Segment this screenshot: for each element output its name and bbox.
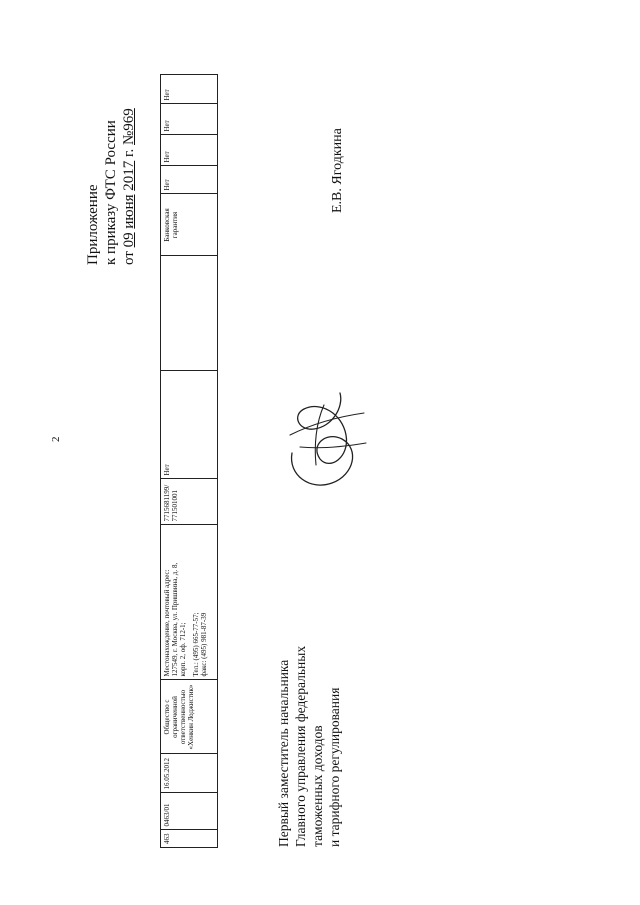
- cell-col8: [161, 256, 218, 371]
- appendix-number: №969: [121, 108, 137, 145]
- signatory-title: [275, 646, 343, 847]
- signatory-line: и тарифного регулирования: [327, 687, 342, 847]
- cell-col10: Нет: [161, 166, 218, 194]
- cell-col13: Нет: [161, 75, 218, 104]
- cell-date: 16.05.2012: [161, 754, 218, 793]
- handwritten-signature: [280, 385, 375, 505]
- fax-line: факс: (495) 981-87-39: [200, 612, 208, 677]
- appendix-month: июня: [121, 194, 137, 229]
- signatory-line: таможенных доходов: [310, 725, 325, 847]
- phone-line: Тел.: (495) 665-77-57;: [192, 612, 200, 677]
- cell-col11: Нет: [161, 135, 218, 166]
- cell-index: 463: [161, 830, 218, 848]
- appendix-year-suffix: г.: [121, 148, 137, 157]
- appendix-order: к приказу ФТС России: [103, 120, 119, 265]
- cell-col12: Нет: [161, 104, 218, 135]
- inn-line: 7715681199/: [163, 484, 171, 522]
- appendix-header: [84, 108, 138, 265]
- kpp-line: 771501001: [171, 490, 179, 522]
- appendix-date-prefix: от: [121, 251, 137, 265]
- cell-company: Общество с ограниченной ответственностью «Хенкин Лоджистик»: [161, 680, 218, 754]
- cell-address: [161, 525, 218, 680]
- signatory-line: Первый заместитель начальника: [276, 659, 291, 847]
- appendix-day: 09: [121, 232, 137, 248]
- appendix-title: Приложение: [85, 184, 101, 265]
- cell-col7: Нет: [161, 371, 218, 479]
- address-line: 127549, г. Москва, ул. Пришвина, д. 8,: [171, 562, 179, 677]
- address-line: Местонахождение, почтовый адрес:: [163, 569, 171, 677]
- appendix-date-line: [120, 108, 138, 265]
- signatory-line: Главного управления федеральных: [293, 645, 308, 847]
- registry-table: [160, 75, 218, 849]
- page-number: 2: [50, 436, 62, 442]
- cell-guarantee: Банковская гарантия: [161, 194, 218, 256]
- cell-inn-kpp: [161, 479, 218, 525]
- address-line: корп. 2, оф. 712-1;: [179, 622, 187, 677]
- cell-reg-number: 0463/01: [161, 793, 218, 830]
- signatory-name: Е.В. Ягодкина: [330, 128, 345, 213]
- table-row: [161, 75, 218, 848]
- appendix-year: 2017: [121, 160, 137, 191]
